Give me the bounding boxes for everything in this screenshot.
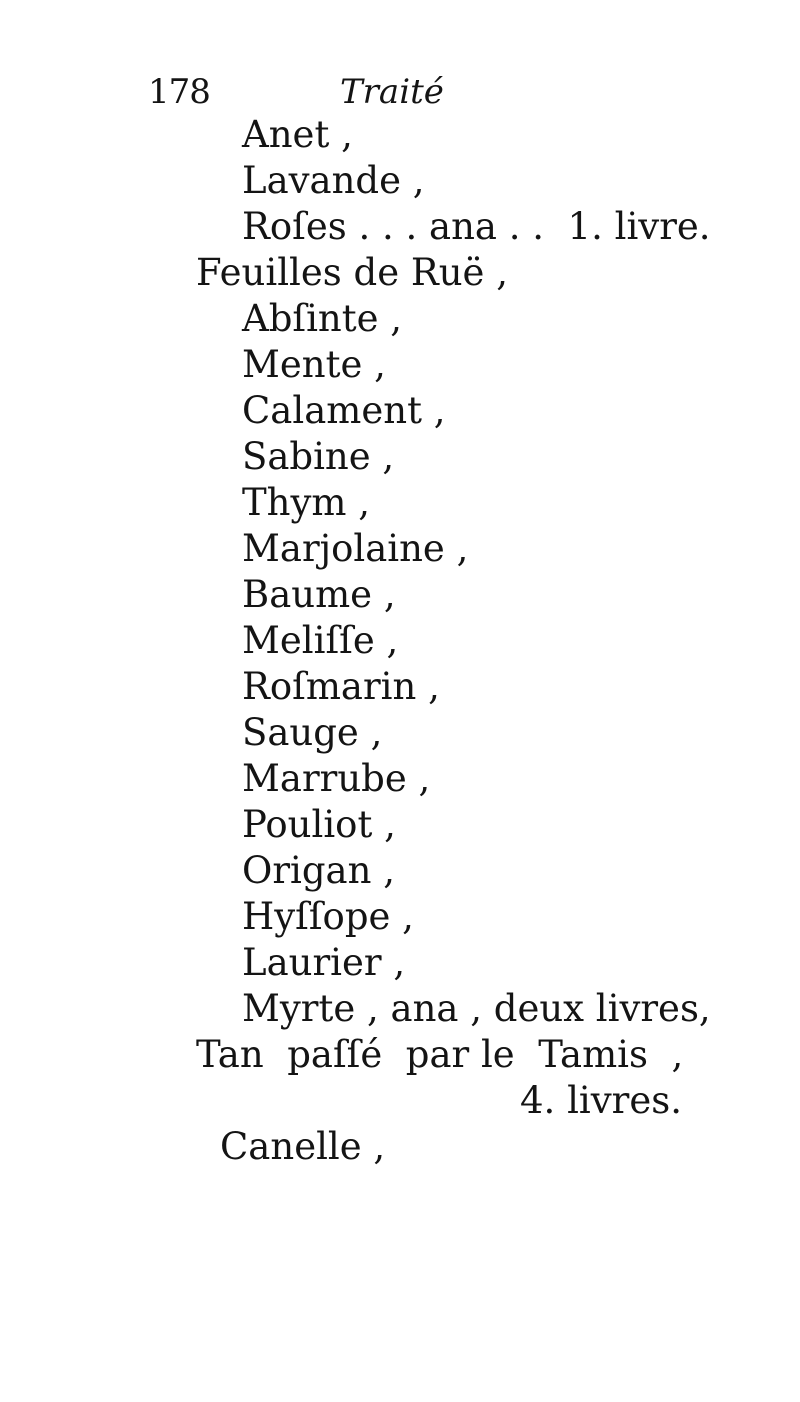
- ingredient-line: Canelle ,: [220, 1125, 386, 1168]
- ingredient-line: Calament ,: [242, 389, 446, 432]
- ingredient-line: Sabine ,: [242, 435, 395, 478]
- ingredient-line: Thym ,: [242, 481, 371, 524]
- ingredient-line: Lavande ,: [242, 159, 425, 202]
- quantity-line: 4. livres.: [520, 1079, 682, 1122]
- running-title: Traité: [340, 72, 444, 112]
- ingredient-line: Marjolaine ,: [242, 527, 469, 570]
- ingredient-line: Abſinte ,: [242, 297, 403, 340]
- ingredient-line: Laurier ,: [242, 941, 406, 984]
- ingredient-line: Anet ,: [242, 113, 353, 156]
- ingredient-line: Sauge ,: [242, 711, 383, 754]
- ingredient-line: Marrube ,: [242, 757, 431, 800]
- ingredient-line: Pouliot ,: [242, 803, 396, 846]
- ingredient-line: Hyſſope ,: [242, 895, 414, 938]
- ingredient-line: Roſes . . . ana . . 1. livre.: [242, 205, 711, 248]
- ingredient-line: Mente ,: [242, 343, 386, 386]
- ingredient-line: Baume ,: [242, 573, 396, 616]
- ingredient-line: Origan ,: [242, 849, 395, 892]
- ingredient-line: Tan paſſé par le Tamis ,: [196, 1033, 684, 1076]
- page-header: [0, 72, 800, 122]
- ingredient-line: Myrte , ana , deux livres,: [242, 987, 711, 1030]
- ingredient-line: Roſmarin ,: [242, 665, 440, 708]
- ingredient-line: Meliſſe ,: [242, 619, 399, 662]
- ingredient-line: Feuilles de Ruë ,: [196, 251, 508, 294]
- page-number: 178: [148, 72, 210, 112]
